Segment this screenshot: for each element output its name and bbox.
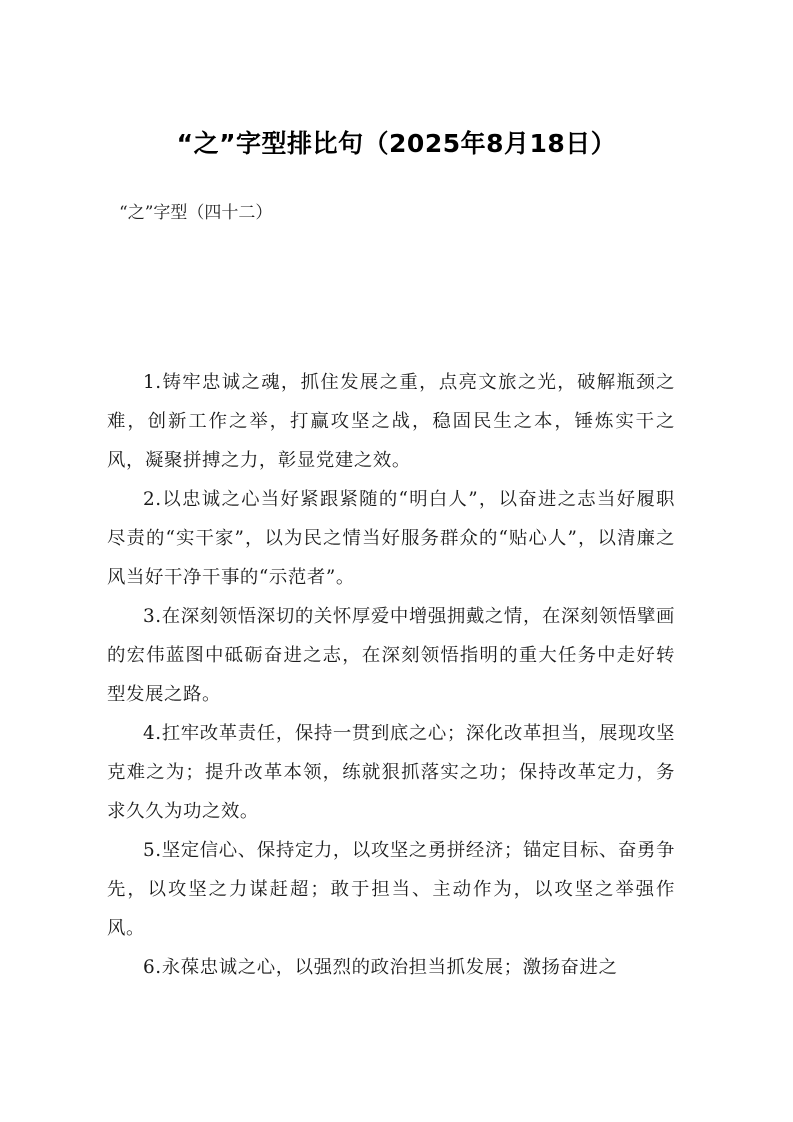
paragraph: 5.坚定信心、保持定力，以攻坚之勇拼经济；锚定目标、奋勇争先，以攻坚之力谋赶超；敢于担当、主动作为，以攻坚之举强作风。 <box>107 840 675 939</box>
paragraph: 1.铸牢忠诚之魂，抓住发展之重，点亮文旅之光，破解瓶颈之难，创新工作之举，打赢攻坚之战，稳固民生之本，锤炼实干之风，凝聚拼搏之力，彰显党建之效。 <box>107 372 675 471</box>
document-title: “之”字型排比句（2025年8月18日） <box>176 129 617 158</box>
paragraph: 6.永葆忠诚之心，以强烈的政治担当抓发展；激扬奋进之 <box>143 957 618 978</box>
paragraph-list <box>107 363 675 987</box>
paragraph: 2.以忠诚之心当好紧跟紧随的“明白人”，以奋进之志当好履职尽责的“实干家”，以为民之情当好服务群众的“贴心人”，以清廉之风当好干净干事的“示范者”。 <box>107 489 675 588</box>
paragraph: 3.在深刻领悟深切的关怀厚爱中增强拥戴之情，在深刻领悟擘画的宏伟蓝图中砥砺奋进之志，在深刻领悟指明的重大任务中走好转型发展之路。 <box>107 606 675 705</box>
paragraph: 4.扛牢改革责任，保持一贯到底之心；深化改革担当，展现攻坚克难之为；提升改革本领，练就狠抓落实之功；保持改革定力，务求久久为功之效。 <box>107 723 675 822</box>
document-subtitle: “之”字型（四十二） <box>119 203 273 223</box>
